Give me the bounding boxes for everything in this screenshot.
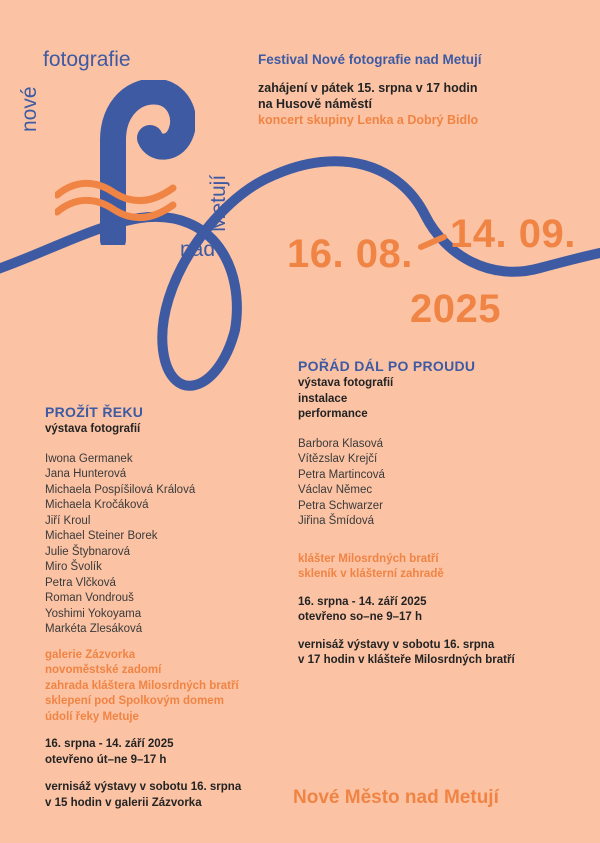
right-artists-list: [298, 437, 588, 530]
right-dates-line-2: otevřeno so–ne 9–17 h: [298, 611, 422, 623]
footer-city: Nové Město nad Metují: [293, 787, 499, 808]
venue-line: sklepení pod Spolkovým domem: [45, 695, 224, 707]
artist-name: Iwona Germanek: [45, 452, 133, 465]
left-venues-list: [45, 648, 295, 726]
venue-line: novoměstské zadomí: [45, 664, 162, 676]
subtitle-line: výstava fotografií: [298, 377, 394, 389]
right-dates: [298, 595, 588, 626]
date-end: 14. 09.: [450, 212, 576, 256]
artist-name: Markéta Zlesáková: [45, 623, 143, 635]
artist-name: Roman Vondrouš: [45, 592, 134, 604]
festival-title: Festival Nové fotografie nad Metují: [258, 52, 482, 67]
concert-line: koncert skupiny Lenka a Dobrý Bidlo: [258, 113, 479, 127]
artist-name: Jiří Kroul: [45, 514, 91, 527]
artist-name: Václav Němec: [298, 484, 373, 496]
artist-name: Michael Steiner Borek: [45, 530, 158, 542]
venue-line: galerie Zázvorka: [45, 648, 136, 661]
venue-line: skleník v klášterní zahradě: [298, 568, 444, 580]
right-vernissage: [298, 638, 588, 669]
right-vernissage-line-2: v 17 hodin v klášteře Milosrdných bratří: [298, 654, 515, 666]
left-vernissage-line-1: vernisáž výstavy v sobotu 16. srpna: [45, 781, 242, 793]
logo-f-letter-icon: [55, 80, 195, 245]
right-vernissage-line-1: vernisáž výstavy v sobotu 16. srpna: [298, 638, 495, 651]
opening-line-2: na Husově náměstí: [258, 97, 372, 111]
right-venues-list: [298, 552, 588, 583]
artist-name: Petra Schwarzer: [298, 499, 384, 512]
venue-line: zahrada kláštera Milosrdných bratří: [45, 679, 239, 692]
left-vernissage: [45, 780, 295, 811]
logo-word-fotografie: fotografie: [43, 48, 131, 71]
left-dates-line-1: 16. srpna - 14. září 2025: [45, 738, 174, 750]
logo-word-nove: nové: [18, 86, 41, 132]
artist-name: Petra Vlčková: [45, 576, 116, 589]
artist-name: Jana Hunterová: [45, 468, 127, 480]
subtitle-line: performance: [298, 408, 368, 420]
venue-line: klášter Milosrdných bratří: [298, 552, 439, 565]
subtitle-line: instalace: [298, 392, 348, 405]
left-section-subtitle: výstava fotografií: [45, 423, 141, 435]
artist-name: Michaela Pospíšilová Králová: [45, 483, 196, 496]
artist-name: Vítězslav Krejčí: [298, 453, 378, 465]
date-start: 16. 08.: [287, 232, 413, 276]
opening-line-1: zahájení v pátek 15. srpna v 17 hodin: [258, 81, 478, 95]
right-section-subtitles: [298, 376, 588, 423]
right-column: [298, 358, 588, 669]
left-vernissage-line-2: v 15 hodin v galerii Zázvorka: [45, 796, 202, 809]
artist-name: Petra Martincová: [298, 468, 385, 481]
left-dates: [45, 737, 295, 768]
left-dates-line-2: otevřeno út–ne 9–17 h: [45, 753, 167, 766]
left-section-title: PROŽÍT ŘEKU: [45, 404, 144, 420]
artist-name: Julie Štybnarová: [45, 545, 131, 558]
logo-word-metuji: Metují: [207, 174, 230, 232]
left-artists-list: [45, 452, 295, 638]
date-year: 2025: [410, 287, 501, 331]
venue-line: údolí řeky Metuje: [45, 710, 139, 723]
artist-name: Jiřina Šmídová: [298, 515, 375, 527]
logo-word-nad: nad: [180, 238, 216, 261]
artist-name: Miro Švolík: [45, 561, 102, 573]
right-section-title: POŘÁD DÁL PO PROUDU: [298, 358, 476, 374]
artist-name: Michaela Kročáková: [45, 499, 149, 511]
artist-name: Barbora Klasová: [298, 437, 384, 450]
left-column: [45, 404, 295, 811]
artist-name: Yoshimi Yokoyama: [45, 607, 142, 620]
right-dates-line-1: 16. srpna - 14. září 2025: [298, 595, 427, 608]
